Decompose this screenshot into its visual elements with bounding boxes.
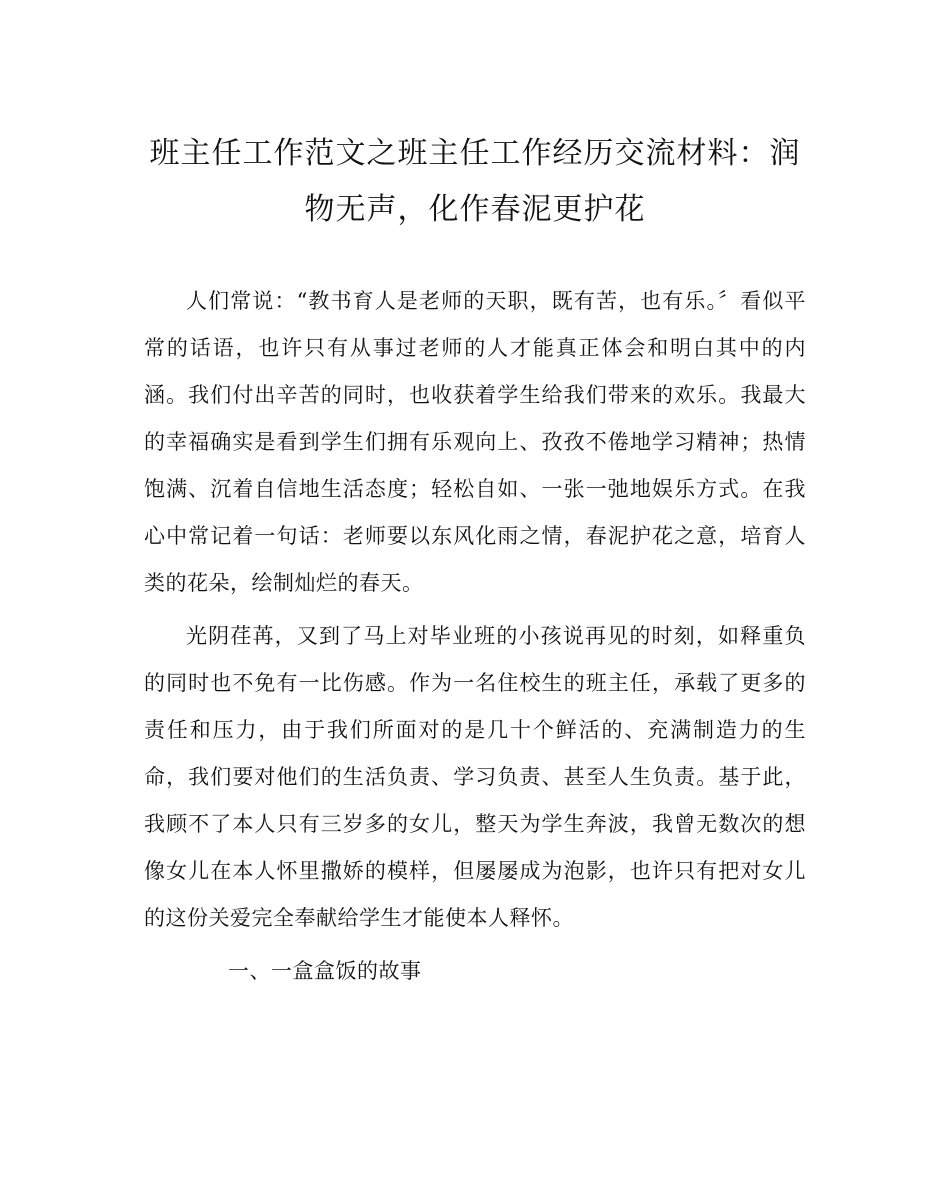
document-title: 班主任工作范文之班主任工作经历交流材料：润物无声，化作春泥更护花 xyxy=(149,136,801,227)
document-body xyxy=(144,278,806,995)
document-page xyxy=(144,126,806,995)
paragraph-graduation: 光阴荏苒，又到了马上对毕业班的小孩说再见的时刻，如释重负的同时也不免有一比伤感。作为一名住校生的班主任，承载了更多的责任和压力，由于我们所面对的是几十个鲜活的、充满制造力的生命，我们要对他们的生活负责、学习负责、甚至人生负责。基于此，我顾不了本人只有三岁多的女儿，整天为学生奔波，我曾无数次的想像女儿在本人怀里撒娇的模样，但屡屡成为泡影，也许只有把对女儿的这份关爱完全奉献给学生才能使本人释怀。 xyxy=(144,624,806,930)
paragraph-intro: 人们常说：“教书育人是老师的天职，既有苦，也有乐。〞看似平常的话语，也许只有从事过老师的人才能真正体会和明白其中的内涵。我们付出辛苦的同时，也收获着学生给我们带来的欢乐。我最大的幸福确实是看到学生们拥有乐观向上、孜孜不倦地学习精神；热情饱满、沉着自信地生活态度；轻松自如、一张一弛地娱乐方式。在我心中常记着一句话：老师要以东风化雨之情，春泥护花之意，培育人类的花朵，绘制灿烂的春天。 xyxy=(144,289,806,595)
section-heading: 一、一盒盒饭的故事 xyxy=(228,959,422,983)
